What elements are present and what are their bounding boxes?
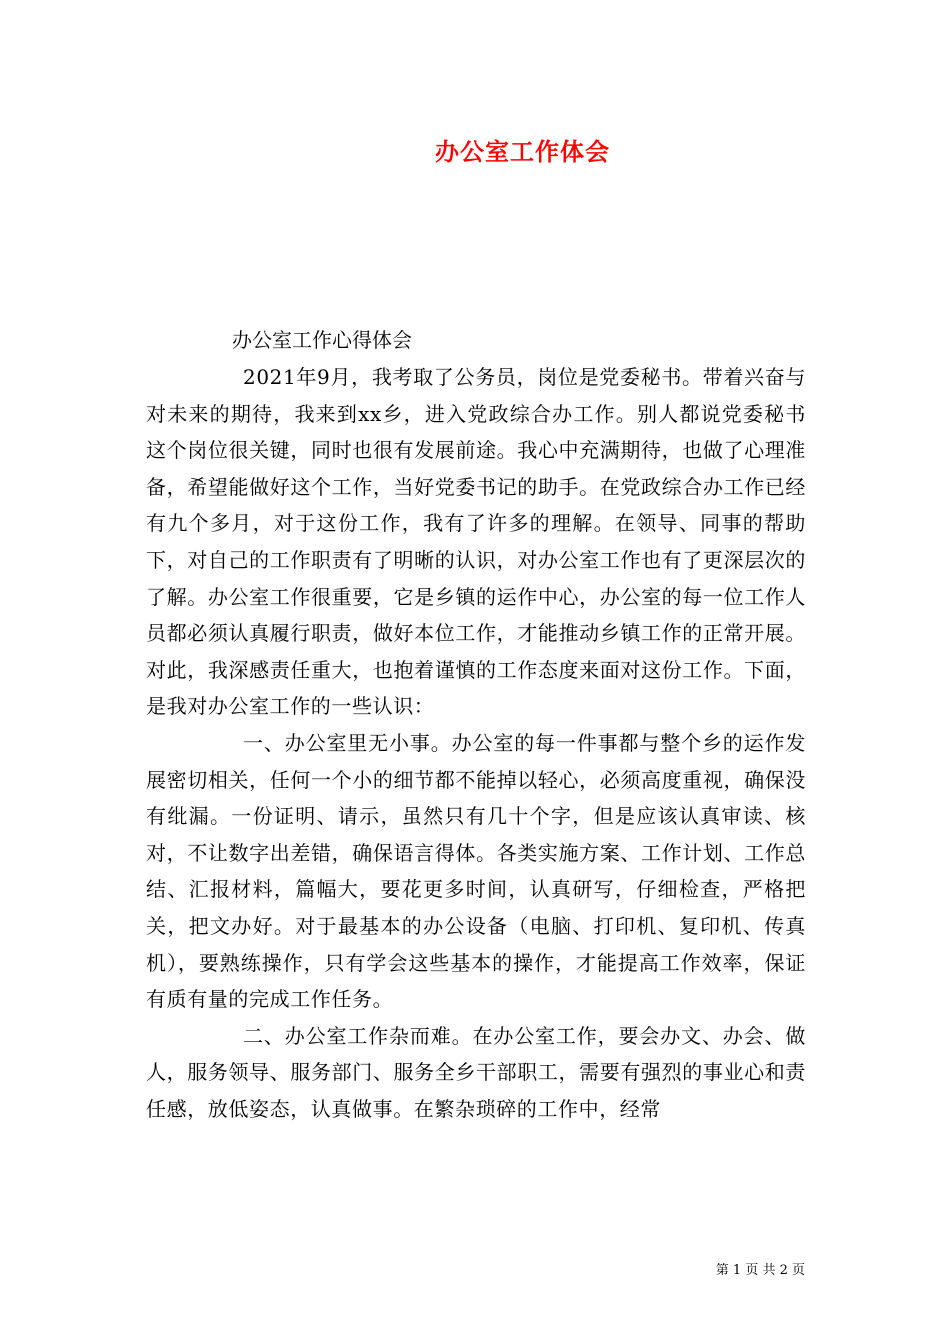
paragraph-intro: 2021年9月，我考取了公务员，岗位是党委秘书。带着兴奋与对未来的期待，我来到xx乡，进入党政综合办工作。别人都说党委秘书这个岗位很关键，同时也很有发展前途。我心中充满期待，也做了心理准备，希望能做好这个工作，当好党委书记的助手。在党政综合办工作已经有九个多月，对于这份工作，我有了许多的理解。在领导、同事的帮助下，对自己的工作职责有了明晰的认识，对办公室工作也有了更深层次的了解。办公室工作很重要，它是乡镇的运作中心，办公室的每一位工作人员都必须认真履行职责，做好本位工作，才能推动乡镇工作的正常开展。对此，我深感责任重大，也抱着谨慎的工作态度来面对这份工作。下面，是我对办公室工作的一些认识： [146, 365, 806, 719]
document-title: 办公室工作体会 [435, 137, 610, 166]
page-footer: 第 1 页 共 2 页 [715, 1263, 805, 1278]
paragraph-section-2: 二、办公室工作杂而难。在办公室工作，要会办文、办会、做人，服务领导、服务部门、服务全乡干部职工，需要有强烈的事业心和责任感，放低姿态，认真做事。在繁杂琐碎的工作中，经常 [146, 1023, 806, 1121]
document-subtitle: 办公室工作心得体会 [232, 328, 412, 352]
paragraph-section-1: 一、办公室里无小事。办公室的每一件事都与整个乡的运作发展密切相关，任何一个小的细节都不能掉以轻心，必须高度重视，确保没有纰漏。一份证明、请示，虽然只有几十个字，但是应该认真审读、核对，不让数字出差错，确保语言得体。各类实施方案、工作计划、工作总结、汇报材料，篇幅大，要花更多时间，认真研写，仔细检查，严格把关，把文办好。对于最基本的办公设备（电脑、打印机、复印机、传真机），要熟练操作，只有学会这些基本的操作，才能提高工作效率，保证有质有量的完成工作任务。 [146, 730, 806, 1012]
document-body [146, 359, 806, 1127]
